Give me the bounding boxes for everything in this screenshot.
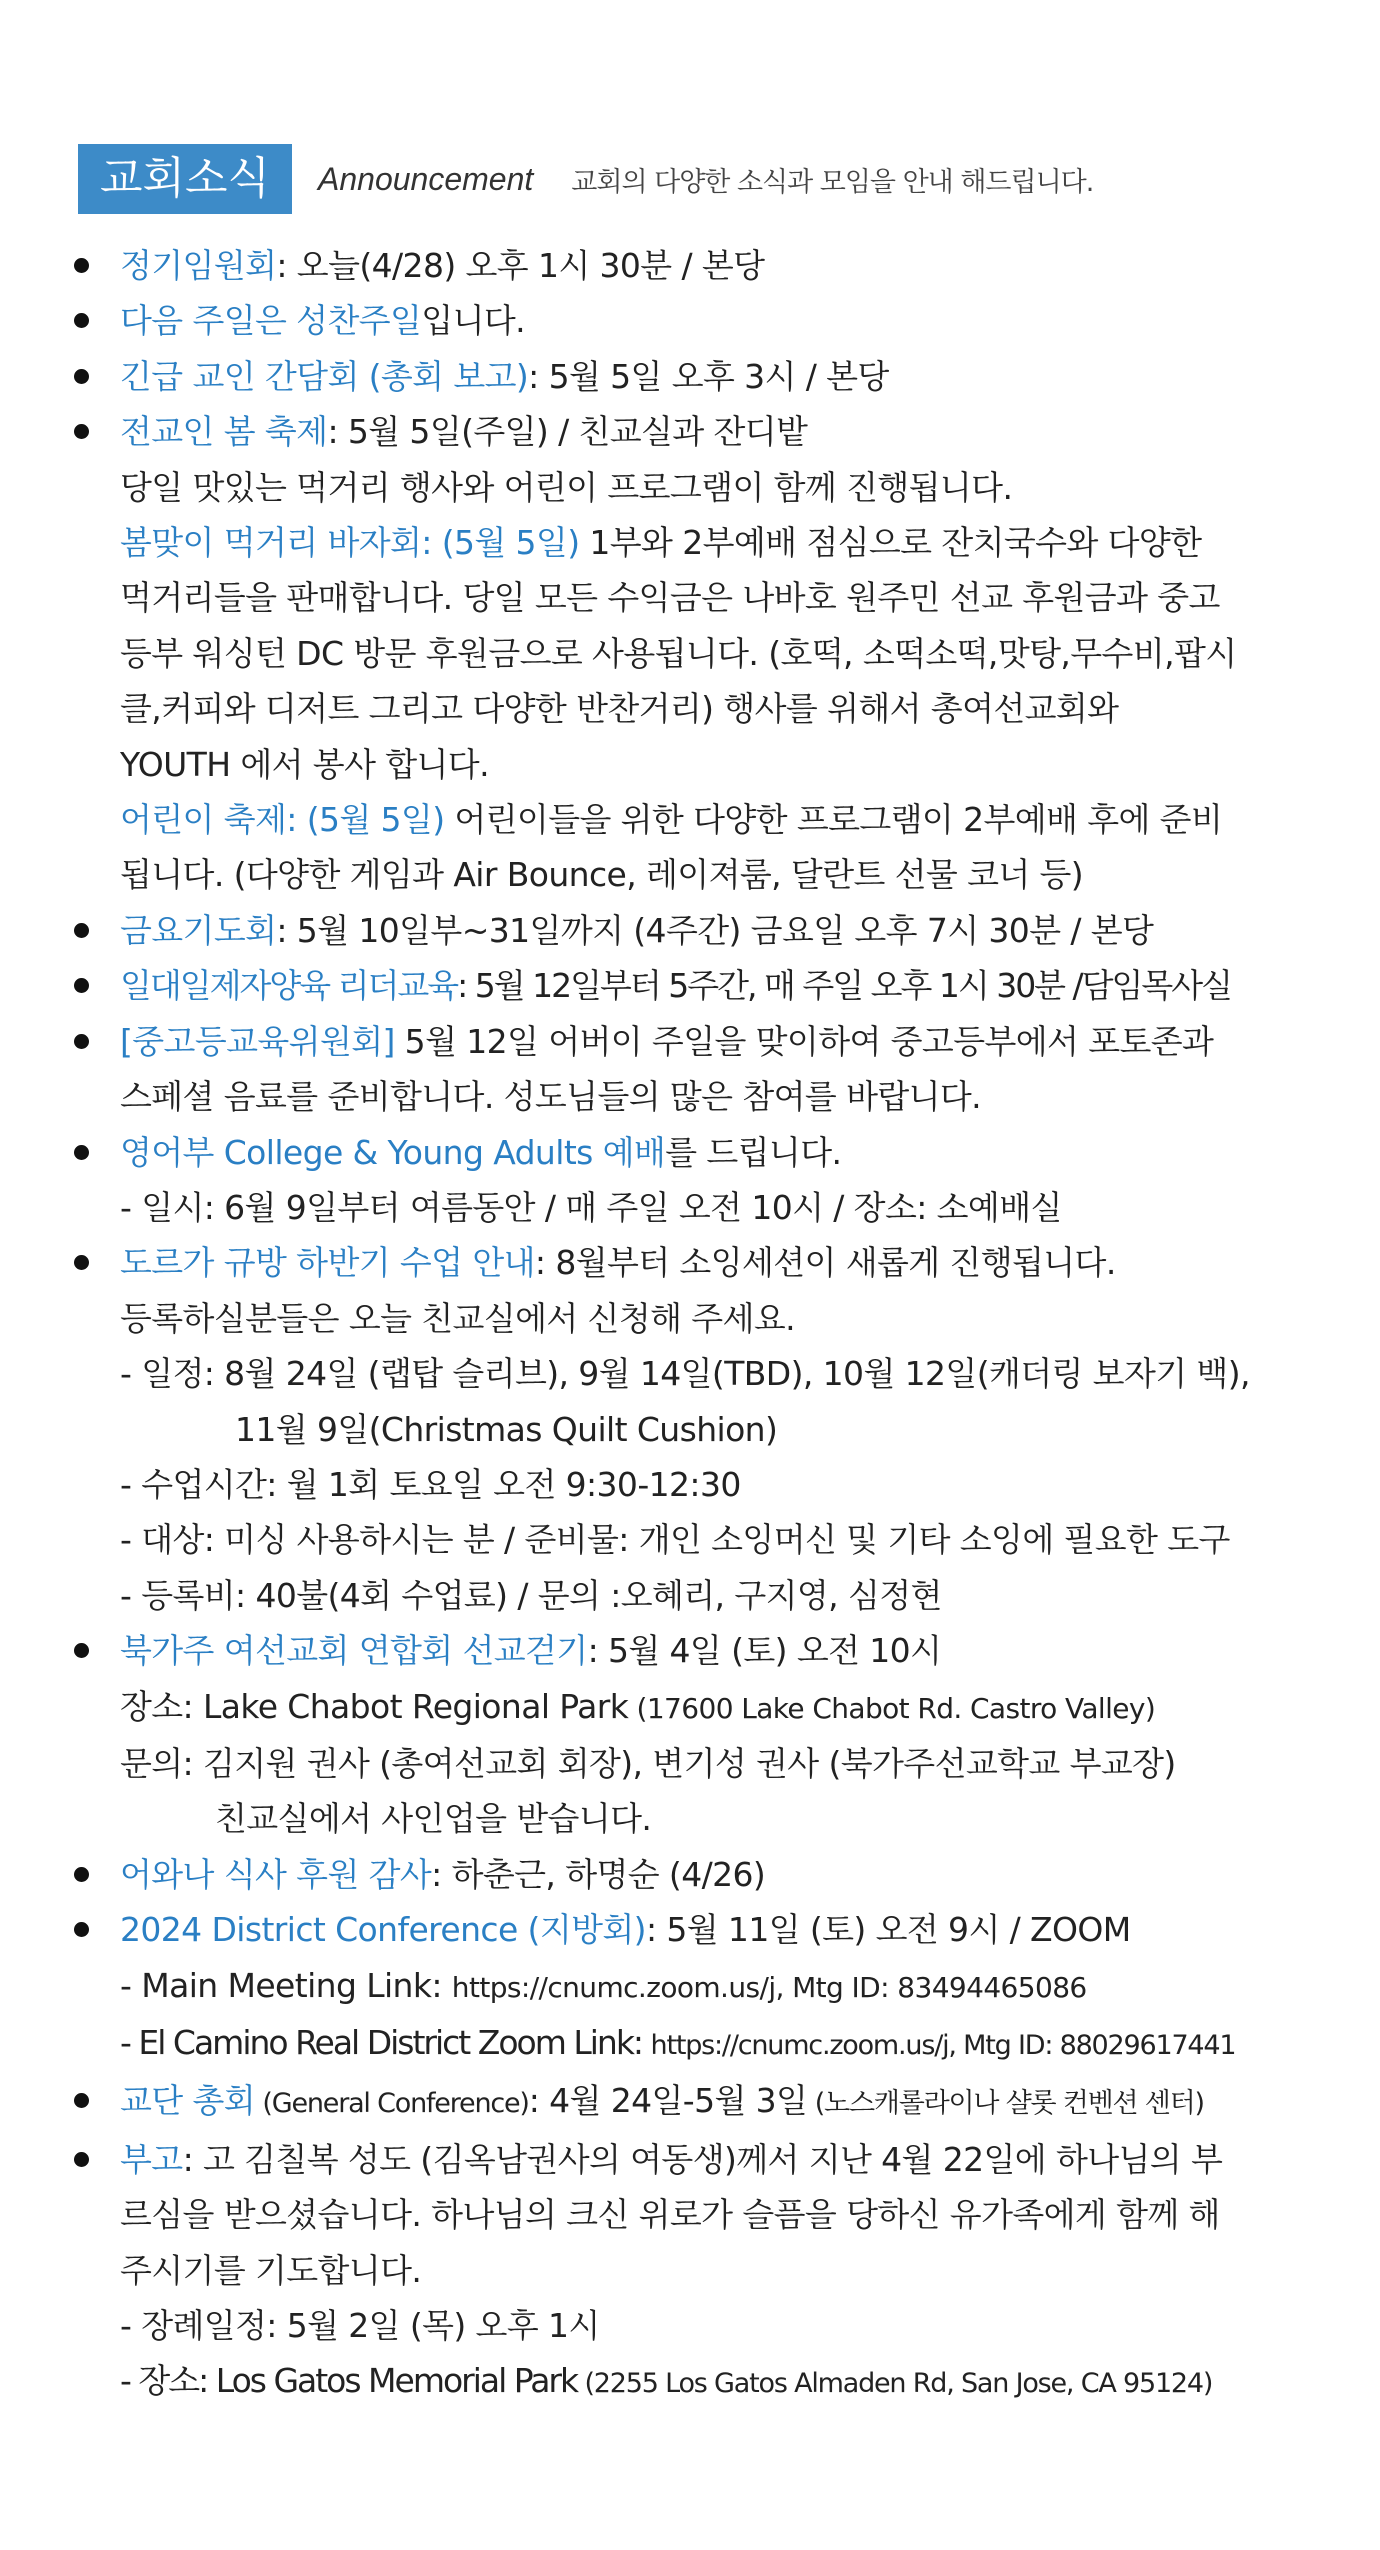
item-line: - 대상: 미싱 사용하시는 분 / 준비물: 개인 소잉머신 및 기타 소잉에 필요한 도구	[120, 1520, 1230, 1560]
item-title: 다음 주일은 성찬주일	[120, 301, 422, 341]
item-general-conference	[0, 2073, 1380, 2131]
item-title: 정기임원회	[120, 246, 277, 285]
walk-location: 장소: Lake Chabot Regional Park	[120, 1686, 629, 1726]
main-link-label: - Main Meeting Link:	[120, 1965, 452, 2005]
item-line: - 일시: 6월 9일부터 여름동안 / 매 주일 오전 10시 / 장소: 소예배실	[120, 1187, 1062, 1227]
item-text: : 5월 12일부터 5주간, 매 주일 오후 1시 30분 /담임목사실	[457, 966, 1232, 1006]
header-subtitle-en: Announcement	[318, 160, 534, 197]
item-title: 교단 총회	[120, 2081, 256, 2121]
item-text: : 5월 4일 (토) 오전 10시	[587, 1631, 942, 1671]
item-line: 등부 워싱턴 DC 방문 후원금으로 사용됩니다. (호떡, 소떡소떡,맛탕,무수비,팝시	[120, 633, 1237, 673]
kids-festival-text: 어린이들을 위한 다양한 프로그램이 2부예배 후에 준비	[444, 800, 1223, 840]
funeral-address: (2255 Los Gatos Almaden Rd, San Jose, CA 95124)	[577, 2368, 1213, 2400]
item-text: : 5월 10일부~31일까지 (4주간) 금요일 오후 7시 30분 / 본당	[276, 910, 1154, 950]
item-title: 긴급 교인 간담회 (총회 보고)	[120, 356, 529, 396]
item-title: 어와나 식사 후원 감사	[120, 1854, 432, 1894]
item-title: 도르가 규방 하반기 수업 안내	[120, 1243, 535, 1283]
item-urgent-meeting	[0, 349, 1380, 404]
item-text: 5월 12일 어버이 주일을 맞이하여 중고등부에서 포토존과	[394, 1021, 1214, 1061]
item-text: 를 드립니다.	[665, 1132, 842, 1172]
item-communion-sunday	[0, 293, 1380, 348]
kids-festival-title: 어린이 축제: (5월 5일)	[120, 800, 445, 840]
item-line: 문의: 김지원 권사 (총여선교회 회장), 변기성 권사 (북가주선교학교 부교장)	[120, 1743, 1176, 1783]
item-awana-thanks	[0, 1847, 1380, 1902]
item-youth-committee	[0, 1014, 1380, 1125]
item-text: : 5월 5일 오후 3시 / 본당	[528, 356, 889, 396]
item-spring-festival	[0, 404, 1380, 903]
item-line: - 일정: 8월 24일 (랩탑 슬리브), 9월 14일(TBD), 10월 12일(캐더링 보자기 백),	[120, 1354, 1250, 1394]
item-title: 북가주 여선교회 연합회 선교걷기	[120, 1631, 588, 1671]
announcement-header	[78, 144, 1093, 214]
item-text: : 오늘(4/28) 오후 1시 30분 / 본당	[276, 246, 765, 285]
item-text-sub: (노스캐롤라이나 샬롯 컨벤션 센터)	[807, 2088, 1204, 2120]
district-link-url: https://cnumc.zoom.us/j, Mtg ID: 88029617441	[650, 2030, 1236, 2061]
item-line: 11월 9일(Christmas Quilt Cushion)	[235, 1409, 778, 1449]
section-badge: 교회소식	[78, 144, 292, 214]
item-text: : 5월 5일(주일) / 친교실과 잔디밭	[327, 412, 808, 452]
item-title: 금요기도회	[120, 910, 277, 950]
funeral-location: - 장소: Los Gatos Memorial Park	[120, 2361, 578, 2401]
item-english-ministry	[0, 1125, 1380, 1236]
item-line: - 장례일정: 5월 2일 (목) 오후 1시	[120, 2306, 600, 2346]
item-line: 주시기를 기도합니다.	[120, 2250, 422, 2290]
item-line: 친교실에서 사인업을 받습니다.	[215, 1799, 652, 1839]
item-line: - 등록비: 40불(4회 수업료) / 문의 :오혜리, 구지영, 심정현	[120, 1575, 942, 1615]
item-obituary	[0, 2132, 1380, 2412]
item-line: 스페셜 음료를 준비합니다. 성도님들의 많은 참여를 바랍니다.	[120, 1077, 982, 1117]
item-line: 르심을 받으셨습니다. 하나님의 크신 위로가 슬픔을 당하신 유가족에게 함께 해	[120, 2195, 1220, 2235]
item-title: [중고등교육위원회]	[120, 1021, 395, 1061]
bazaar-title: 봄맞이 먹거리 바자회: (5월 5일)	[120, 523, 580, 563]
item-text: : 하춘근, 하명순 (4/26)	[431, 1854, 766, 1894]
item-title: 영어부 College & Young Adults 예배	[120, 1132, 666, 1172]
item-line: 클,커피와 디저트 그리고 다양한 반찬거리) 행사를 위해서 총여선교회와	[120, 689, 1119, 729]
item-title-sub: (General Conference)	[255, 2088, 529, 2120]
item-sewing-class	[0, 1235, 1380, 1623]
bazaar-text: 1부와 2부예배 점심으로 잔치국수와 다양한	[579, 523, 1202, 563]
item-friday-prayer	[0, 903, 1380, 958]
item-mission-walk	[0, 1623, 1380, 1847]
item-title: 부고	[120, 2139, 183, 2179]
district-link-label: - El Camino Real District Zoom Link:	[120, 2023, 651, 2062]
item-line: 당일 맛있는 먹거리 행사와 어린이 프로그램이 함께 진행됩니다.	[120, 467, 1013, 507]
item-line: 됩니다. (다양한 게임과 Air Bounce, 레이져룸, 달란트 선물 코너 등)	[120, 855, 1084, 895]
item-line: 먹거리들을 판매합니다. 당일 모든 수익금은 나바호 원주민 선교 후원금과 중고	[120, 578, 1220, 618]
item-text: : 고 김칠복 성도 (김옥남권사의 여동생)께서 지난 4월 22일에 하나님의 부	[182, 2139, 1223, 2179]
header-subtitle-ko: 교회의 다양한 소식과 모임을 안내 해드립니다.	[571, 166, 1094, 198]
main-link-url: https://cnumc.zoom.us/j, Mtg ID: 83494465086	[451, 1970, 1087, 2004]
item-text: : 8월부터 소잉세션이 새롭게 진행됩니다.	[534, 1243, 1116, 1283]
item-discipleship-training	[0, 958, 1380, 1013]
item-text: : 4월 24일-5월 3일	[528, 2081, 808, 2121]
item-text: : 5월 11일 (토) 오전 9시 / ZOOM	[645, 1910, 1131, 1950]
item-title: 전교인 봄 축제	[120, 412, 328, 452]
item-text: 입니다.	[421, 301, 526, 341]
item-line: - 수업시간: 월 1회 토요일 오전 9:30-12:30	[120, 1464, 741, 1504]
walk-address: (17600 Lake Chabot Rd. Castro Valley)	[628, 1691, 1156, 1725]
item-line: 등록하실분들은 오늘 친교실에서 신청해 주세요.	[120, 1298, 796, 1338]
item-line: YOUTH 에서 봉사 합니다.	[120, 744, 489, 784]
item-title: 2024 District Conference (지방회)	[120, 1910, 646, 1950]
item-district-conference	[0, 1902, 1380, 2073]
item-officers-meeting	[0, 238, 1380, 293]
announcement-list	[0, 238, 1380, 2412]
item-title: 일대일제자양육 리더교육	[120, 966, 458, 1006]
